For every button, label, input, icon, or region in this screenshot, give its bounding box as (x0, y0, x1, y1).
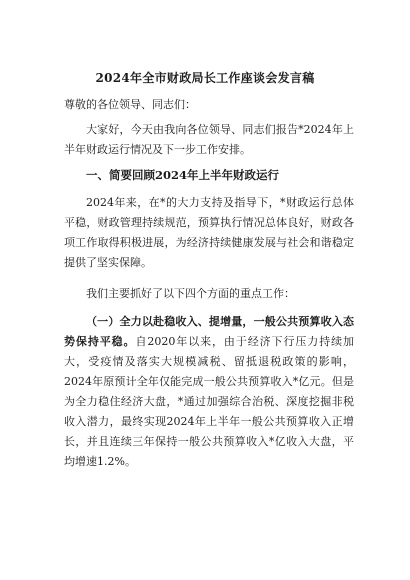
section-1-paragraph-2: 我们主要抓好了以下四个方面的重点工作： (86, 287, 295, 300)
section-1-paragraph-1: 2024年来，在*的大力支持及指导下，*财政运行总体平稳，财政管理持续规范，预算执行情况总体良好，财政各项工作取得积极进展，为经济持续健康发展与社会和谐稳定提供了坚实保障。 (64, 196, 354, 269)
intro-paragraph: 大家好，今天由我向各位领导、同志们报告*2024年上半年财政运行情况及下一步工作安排。 (64, 123, 354, 156)
document-title: 2024年全市财政局长工作座谈会发言稿 (95, 71, 315, 85)
item-1-body: 自2020年以来，由于经济下行压力持续加大，受疫情及落实大规模减税、留抵退税政策的影响，2024年原预计全年仅能完成一般公共预算收入*亿元。但是为全力稳住经济大盘，*通过加强综合治税、深度挖掘非税收入潜力，最终实现2024年上半年一般公共预算收入正增长，并且连续三年保持一般公共预算收入*亿收入大盘，平均增速1.2%。 (64, 335, 355, 468)
item-1-heading: （一）全力以赴稳收入、提增量，一般公共预算收入态势保持平稳。 (64, 315, 354, 348)
section-1-heading: 一、简要回顾2024年上半年财政运行 (86, 168, 280, 182)
item-1-paragraph (64, 312, 354, 472)
greeting: 尊敬的各位领导、同志们： (64, 98, 196, 111)
